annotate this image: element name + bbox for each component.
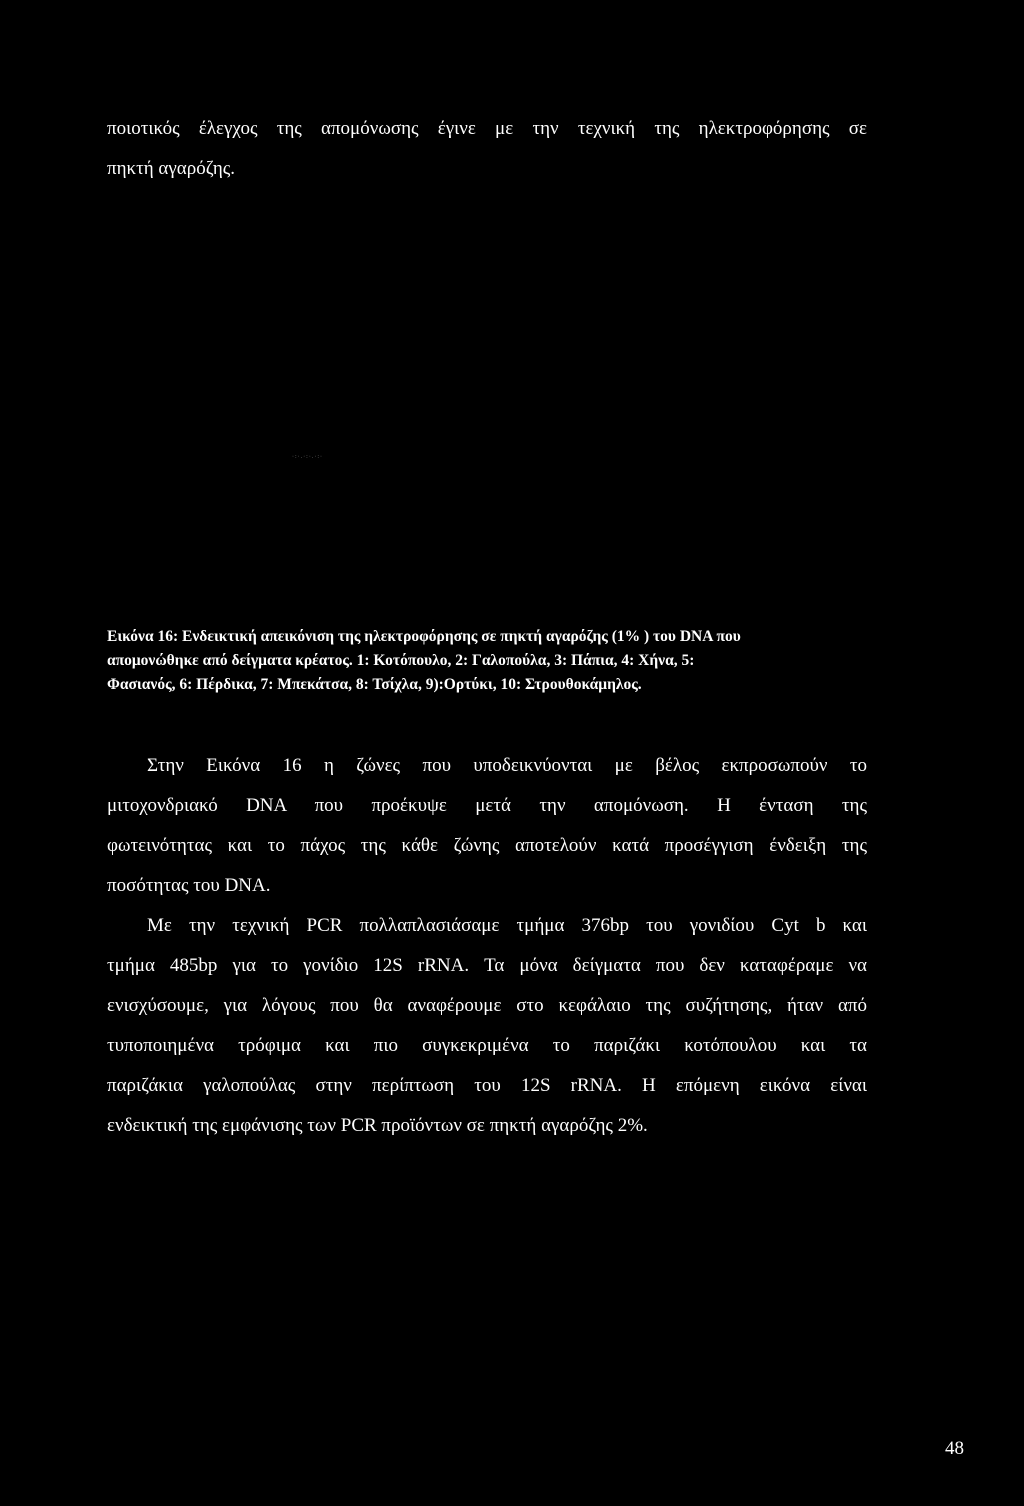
text-line: παριζάκια γαλοπούλας στην περίπτωση του 12S rRNA. Η επόμενη εικόνα είναι [107,1075,867,1096]
text-line: μιτοχονδριακό DNA που προέκυψε μετά την απομόνωση. Η ένταση της [107,795,867,816]
text-line: ενδεικτική της εμφάνισης των PCR προϊόντων σε πηκτή αγαρόζης 2%. [107,1115,648,1136]
text-line: πηκτή αγαρόζης. [107,158,236,179]
text-line: ποιοτικός έλεγχος της απομόνωσης έγινε με την τεχνική της ηλεκτροφόρησης σε [107,118,867,139]
page-number: 48 [945,1438,964,1459]
caption-line: Φασιανός, 6: Πέρδικα, 7: Μπεκάτσα, 8: Τσίχλα, 9):Ορτύκι, 10: Στρουθοκάμηλος. [107,676,642,693]
text-line: Με την τεχνική PCR πολλαπλασιάσαμε τμήμα 376bp του γονιδίου Cyt b και [147,915,867,936]
text-line: τμήμα 485bp για το γονίδιο 12S rRNA. Τα μόνα δείγματα που δεν καταφέραμε να [107,955,867,976]
text-line: τυποποιημένα τρόφιμα και πιο συγκεκριμένα το παριζάκι κοτόπουλου και τα [107,1035,867,1056]
text-line: φωτεινότητας και το πάχος της κάθε ζώνης αποτελούν κατά προσέγγιση ένδειξη της [107,835,867,856]
text-line: ενισχύσουμε, για λόγους που θα αναφέρουμε στο κεφάλαιο της συζήτησης, ήταν από [107,995,867,1016]
text-line: Στην Εικόνα 16 η ζώνες που υποδεικνύονται με βέλος εκπροσωπούν το [147,755,867,776]
caption-line: απομονώθηκε από δείγματα κρέατος. 1: Κοτόπουλο, 2: Γαλοπούλα, 3: Πάπια, 4: Χήνα, 5: [107,652,695,669]
gel-image-placeholder: ·:·.·:·.·:· [292,454,323,460]
text-line: ποσότητας του DNA. [107,875,271,896]
caption-line: Εικόνα 16: Ενδεικτική απεικόνιση της ηλεκτροφόρησης σε πηκτή αγαρόζης (1% ) του DNA που [107,628,741,645]
